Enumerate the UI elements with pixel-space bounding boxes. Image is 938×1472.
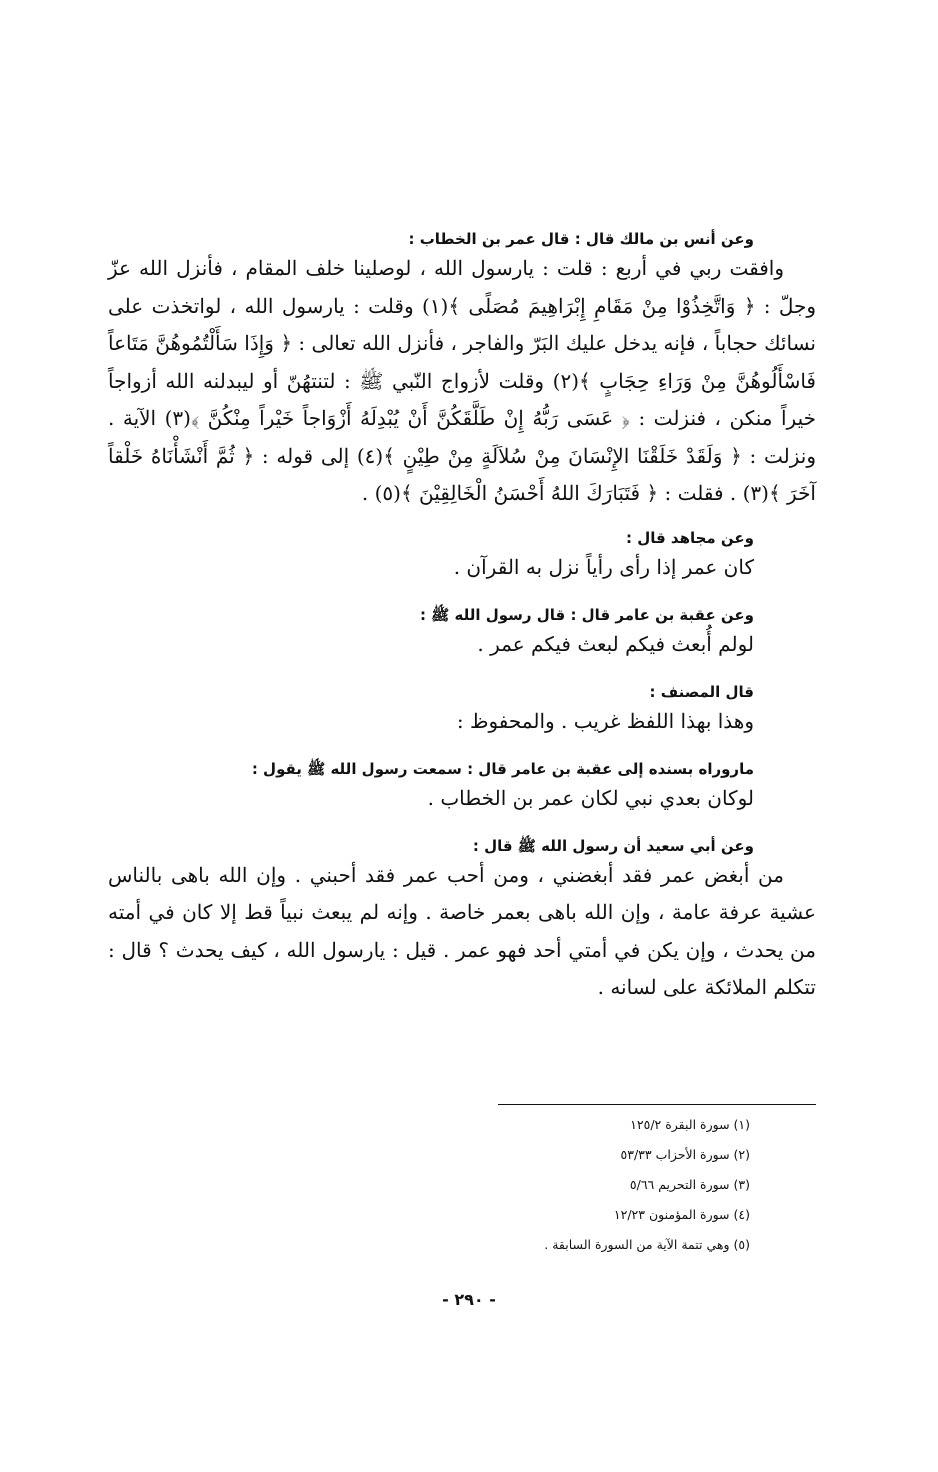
hadith-chain-uqba: وعن عقبة بن عامر قال : قال رسول الله ﷺ :	[419, 605, 754, 624]
author-note-heading: قال المصنف :	[649, 682, 754, 701]
spacer	[108, 817, 816, 835]
hadith-text-abu-said-body: من أبغض عمر فقد أبغضني ، ومن أحب عمر فقد أحبني . وإن الله باهى بالناس عشية عرفة عامة ، وإن الله باهى بعمر خاصة . وإنه لم يبعث نبياً قط إلا كان في أمته من يحدث ، وإن يكن في أمتي أحد فهو عمر . قيل : يارسول الله ، كيف يحدث ؟ قال : تتكلم الملائكة على لسانه .	[108, 862, 816, 999]
author-note-text: وهذا بهذا اللفظ غريب . والمحفوظ :	[456, 708, 754, 733]
footnote-5: (٥) وهي تتمة الآية من السورة السابقة .	[544, 1237, 750, 1252]
page-number: - ٢٩٠ -	[442, 1290, 496, 1309]
footnote-divider	[498, 1104, 816, 1105]
footnote-2: (٢) سورة الأحزاب ٥٣/٣٣	[620, 1147, 750, 1162]
hadith-text-mujahid: كان عمر إذا رأى رأياً نزل به القرآن .	[453, 554, 754, 579]
hadith-chain-mujahid: وعن مجاهد قال :	[626, 528, 754, 547]
hadith-text-uqba: لولم أُبعث فيكم لبعث فيكم عمر .	[477, 631, 754, 656]
spacer	[108, 740, 816, 758]
hadith-chain-uqba-2: ماروراه بسنده إلى عقبة بن عامر قال : سمعت رسول الله ﷺ يقول :	[251, 759, 754, 778]
hadith-chain-anas: وعن أنس بن مالك قال : قال عمر بن الخطاب :	[408, 230, 754, 248]
footnote-1: (١) سورة البقرة ١٢٥/٢	[630, 1117, 750, 1132]
hadith-text-abu-said	[108, 857, 816, 1007]
spacer	[108, 663, 816, 681]
hadith-chain-abu-said: وعن أبي سعيد أن رسول الله ﷺ قال :	[472, 836, 754, 855]
main-text	[108, 228, 816, 1007]
footnotes	[430, 1110, 750, 1260]
spacer	[108, 586, 816, 604]
hadith-text-uqba-2: لوكان بعدي نبي لكان عمر بن الخطاب .	[427, 785, 754, 810]
spacer	[108, 513, 816, 527]
hadith-text-anas	[108, 250, 816, 513]
hadith-text-anas-body: وافقت ربي في أربع : قلت : يارسول الله ، لوصلينا خلف المقام ، فأنزل الله عزّ وجلّ : ﴿ وَاتَّخِذُوْا مِنْ مَقَامِ إِبْرَاهِيمَ مُصَلًى ﴾(١) وقلت : يارسول الله ، لواتخذت على نسائك حجاباً ، فإنه يدخل عليك البَرّ والفاجر ، فأنزل الله تعالى : ﴿ وَإِذَا سَأَلْتُمُوهُنَّ مَتَاعاً فَاسْأَلُوهُنَّ مِنْ وَرَاءِ حِجَابٍ ﴾(٢) وقلت لأزواج النّبي ﷺ : لتنتهُنّ أو ليبدلنه الله أزواجاً خيراً منكن ، فنزلت : ﴿ عَسَى رَبُّهُ إِنْ طَلَّقَكُنَّ أَنْ يُبْدِلَهُ أَزْوَاجاً خَيْراً مِنْكُنَّ ﴾(٣) الآية . ونزلت : ﴿ وَلَقَدْ خَلَقْنَا الإِنْسَانَ مِنْ سُلاَلَةٍ مِنْ طِيْنٍ ﴾(٤) إلى قوله : ﴿ ثُمَّ أَنْشَأْنَاهُ خَلْقاً آخَرَ ﴾(٣) . فقلت : ﴿ فَتَبَارَكَ اللهُ أَحْسَنُ الْخَالِقِيْنَ ﴾(٥) .	[108, 256, 817, 505]
footnote-3: (٣) سورة التحريم ٥/٦٦	[629, 1177, 750, 1192]
footnote-4: (٤) سورة المؤمنون ١٢/٢٣	[613, 1207, 750, 1222]
